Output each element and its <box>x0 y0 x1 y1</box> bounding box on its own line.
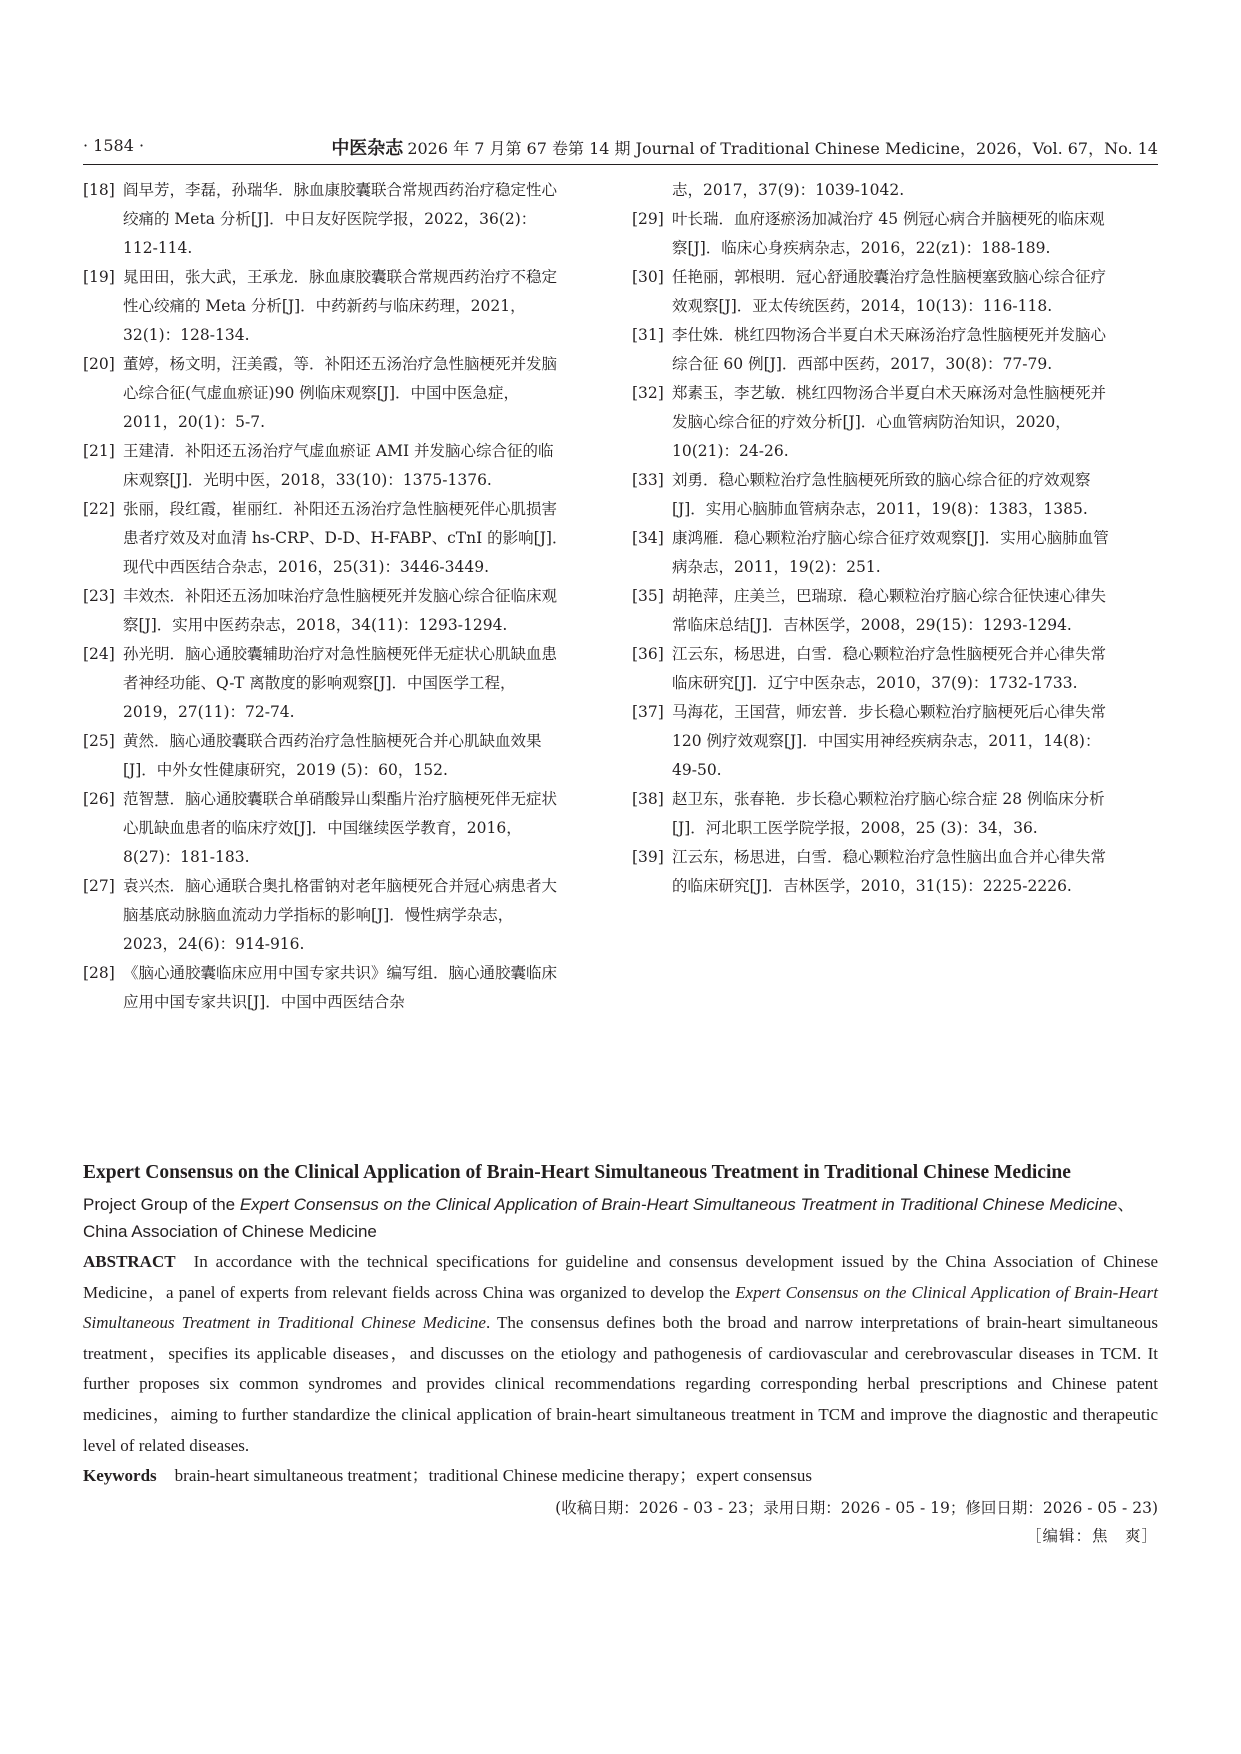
page-number: · 1584 · <box>83 136 145 155</box>
reference-number: [31] <box>632 326 664 344</box>
reference-text: 黄然．脑心通胶囊联合西药治疗急性脑梗死合并心肌缺血效果[J]．中外女性健康研究，2019 (5)：60，152. <box>123 732 542 779</box>
reference-text: 胡艳萍，庄美兰，巴瑞琼．稳心颗粒治疗脑心综合征快速心律失常临床总结[J]．吉林医学，2008，29(15)：1293-1294. <box>672 587 1107 634</box>
reference-number: [28] <box>83 964 115 982</box>
references-right-column <box>632 176 1117 901</box>
reference-number: [21] <box>83 442 115 460</box>
reference-text: 王建清．补阳还五汤治疗气虚血瘀证 AMI 并发脑心综合征的临床观察[J]．光明中医，2018，33(10)：1375-1376. <box>123 442 554 489</box>
reference-item <box>632 379 1117 466</box>
reference-text: 张丽，段红霞，崔丽红．补阳还五汤治疗急性脑梗死伴心肌损害患者疗效及对血清 hs-CRP、D-D、H-FABP、cTnI 的影响[J]．现代中西医结合杂志，2016，25(31)：3446-3449. <box>123 500 568 576</box>
reference-item <box>83 582 568 640</box>
reference-number: [36] <box>632 645 664 663</box>
authors-suffix: 、China Association of Chinese Medicine <box>83 1195 1135 1241</box>
authors-prefix: Project Group of the <box>83 1195 240 1214</box>
reference-text: 任艳丽，郭根明．冠心舒通胶囊治疗急性脑梗塞致脑心综合征疗效观察[J]．亚太传统医药，2014，10(13)：116-118. <box>672 268 1107 315</box>
reference-item <box>632 263 1117 321</box>
reference-item <box>632 843 1117 901</box>
journal-issue-info: 2026 年 7 月第 67 卷第 14 期 Journal of Traditional Chinese Medicine，2026，Vol. 67，No. 14 <box>407 139 1158 158</box>
reference-text: 阎早芳，李磊，孙瑞华．脉血康胶囊联合常规西药治疗稳定性心绞痛的 Meta 分析[J]．中日友好医院学报，2022，36(2)：112-114. <box>123 181 558 257</box>
reference-item <box>632 698 1117 785</box>
reference-item <box>83 176 568 263</box>
reference-number: [33] <box>632 471 664 489</box>
reference-number: [29] <box>632 210 664 228</box>
reference-text: 刘勇．稳心颗粒治疗急性脑梗死所致的脑心综合征的疗效观察[J]．实用心脑肺血管病杂志，2011，19(8)：1383，1385. <box>672 471 1091 518</box>
reference-number: [19] <box>83 268 115 286</box>
reference-text: 袁兴杰．脑心通联合奥扎格雷钠对老年脑梗死合并冠心病患者大脑基底动脉脑血流动力学指标的影响[J]．慢性病学杂志，2023，24(6)：914-916. <box>123 877 558 953</box>
reference-text: 江云东，杨思进，白雪．稳心颗粒治疗急性脑梗死合并心律失常临床研究[J]．辽宁中医杂志，2010，37(9)：1732-1733. <box>672 645 1107 692</box>
references-left-column <box>83 176 568 1017</box>
reference-number: [25] <box>83 732 115 750</box>
abstract-label: ABSTRACT <box>83 1252 176 1271</box>
abstract-text-part2: . The consensus defines both the broad and narrow interpretations of brain-heart simultaneous treatment，specifies its applicable diseases，and discusses on the etiology and pathogenesis of cardiovascular and cerebrovascular diseases in TCM. It further proposes six common syndromes and provides clinical recommendations regarding corresponding herbal prescriptions and Chinese patent medicines，aiming to further standardize the clinical application of brain-heart simultaneous treatment in TCM and improve the diagnostic and therapeutic level of related diseases. <box>83 1313 1159 1455</box>
english-title: Expert Consensus on the Clinical Application of Brain-Heart Simultaneous Treatment in Traditional Chinese Medicine <box>83 1162 1071 1183</box>
reference-number: [34] <box>632 529 664 547</box>
reference-number: [32] <box>632 384 664 402</box>
editor-note: ［编辑：焦 爽］ <box>1025 1527 1158 1546</box>
reference-text: 马海花，王国营，师宏普．步长稳心颗粒治疗脑梗死后心律失常 120 例疗效观察[J]．中国实用神经疾病杂志，2011，14(8)：49-50. <box>672 703 1107 779</box>
english-abstract-section <box>83 1158 1158 1549</box>
reference-text: 叶长瑞．血府逐瘀汤加减治疗 45 例冠心病合并脑梗死的临床观察[J]．临床心身疾病杂志，2016，22(z1)：188-189. <box>672 210 1105 257</box>
reference-item <box>83 640 568 727</box>
abstract-italic-title: Expert Consensus on the Clinical Application of Brain-Heart Simultaneous Treatment in Traditional Chinese Medicine <box>83 1282 1159 1333</box>
reference-item <box>632 321 1117 379</box>
keywords-line <box>83 1461 1158 1491</box>
reference-item <box>632 582 1117 640</box>
reference-number: [38] <box>632 790 664 808</box>
reference-text: 丰效杰．补阳还五汤加味治疗急性脑梗死并发脑心综合征临床观察[J]．实用中医药杂志，2018，34(11)：1293-1294. <box>123 587 558 634</box>
reference-item <box>83 872 568 959</box>
reference-item <box>83 263 568 350</box>
reference-text: 晁田田，张大武，王承龙．脉血康胶囊联合常规西药治疗不稳定性心绞痛的 Meta 分析[J]．中药新药与临床药理，2021，32(1)：128-134. <box>123 268 558 344</box>
reference-number: [22] <box>83 500 115 518</box>
reference-text: 康鸿雁．稳心颗粒治疗脑心综合征疗效观察[J]．实用心脑肺血管病杂志，2011，19(2)：251. <box>672 529 1109 576</box>
reference-item <box>83 350 568 437</box>
reference-item <box>83 495 568 582</box>
reference-number: [30] <box>632 268 664 286</box>
journal-citation-line <box>331 134 1158 160</box>
reference-number: [24] <box>83 645 115 663</box>
reference-item <box>83 727 568 785</box>
keywords-text: brain-heart simultaneous treatment；traditional Chinese medicine therapy；expert consensus <box>174 1466 812 1486</box>
reference-item <box>632 466 1117 524</box>
abstract-paragraph <box>83 1247 1158 1461</box>
journal-name: 中医杂志 <box>331 138 404 159</box>
reference-number: [20] <box>83 355 115 373</box>
reference-item <box>83 785 568 872</box>
reference-number: [27] <box>83 877 115 895</box>
reference-text: 范智慧．脑心通胶囊联合单硝酸异山梨酯片治疗脑梗死伴无症状心肌缺血患者的临床疗效[J]．中国继续医学教育，2016，8(27)：181-183. <box>123 790 558 866</box>
english-authors <box>83 1191 1158 1245</box>
reference-item <box>632 785 1117 843</box>
keywords-label: Keywords <box>83 1466 157 1486</box>
reference-item <box>632 524 1117 582</box>
submission-dates: (收稿日期：2026 - 03 - 23；录用日期：2026 - 05 - 19；修回日期：2026 - 05 - 23) <box>555 1499 1158 1518</box>
reference-text: 郑素玉，李艺敏．桃红四物汤合半夏白术天麻汤对急性脑梗死并发脑心综合征的疗效分析[J]．心血管病防治知识，2020，10(21)：24-26. <box>672 384 1107 460</box>
reference-continuation: 志，2017，37(9)：1039-1042. <box>672 181 905 199</box>
reference-number: [39] <box>632 848 664 866</box>
reference-item <box>632 640 1117 698</box>
abstract-text-part1: In accordance with the technical specifications for guideline and consensus development issued by the China Association of Chinese Medicine，a panel of experts from relevant fields across China was organized to develop the <box>83 1252 1158 1302</box>
reference-text: 《脑心通胶囊临床应用中国专家共识》编写组．脑心通胶囊临床应用中国专家共识[J]．中国中西医结合杂 <box>123 964 558 1011</box>
reference-number: [23] <box>83 587 115 605</box>
authors-italic-title: Expert Consensus on the Clinical Application of Brain-Heart Simultaneous Treatment in Traditional Chinese Medicine <box>239 1195 1118 1214</box>
running-header <box>83 134 1158 165</box>
reference-item <box>83 437 568 495</box>
reference-item <box>632 205 1117 263</box>
reference-number: [18] <box>83 181 115 199</box>
reference-text: 李仕姝．桃红四物汤合半夏白术天麻汤治疗急性脑梗死并发脑心综合征 60 例[J]．西部中医药，2017，30(8)：77-79. <box>672 326 1107 373</box>
reference-number: [26] <box>83 790 115 808</box>
reference-number: [35] <box>632 587 664 605</box>
reference-text: 孙光明．脑心通胶囊辅助治疗对急性脑梗死伴无症状心肌缺血患者神经功能、Q-T 离散度的影响观察[J]．中国医学工程，2019，27(11)：72-74. <box>123 645 558 721</box>
reference-item <box>83 959 568 1017</box>
reference-text: 赵卫东，张春艳．步长稳心颗粒治疗脑心综合症 28 例临床分析[J]．河北职工医学院学报，2008，25 (3)：34，36. <box>672 790 1105 837</box>
reference-number: [37] <box>632 703 664 721</box>
reference-text: 江云东，杨思进，白雪．稳心颗粒治疗急性脑出血合并心律失常的临床研究[J]．吉林医学，2010，31(15)：2225-2226. <box>672 848 1107 895</box>
reference-text: 董婷，杨文明，汪美霞，等．补阳还五汤治疗急性脑梗死并发脑心综合征(气虚血瘀证)90 例临床观察[J]．中国中医急症，2011，20(1)：5-7. <box>123 355 558 431</box>
